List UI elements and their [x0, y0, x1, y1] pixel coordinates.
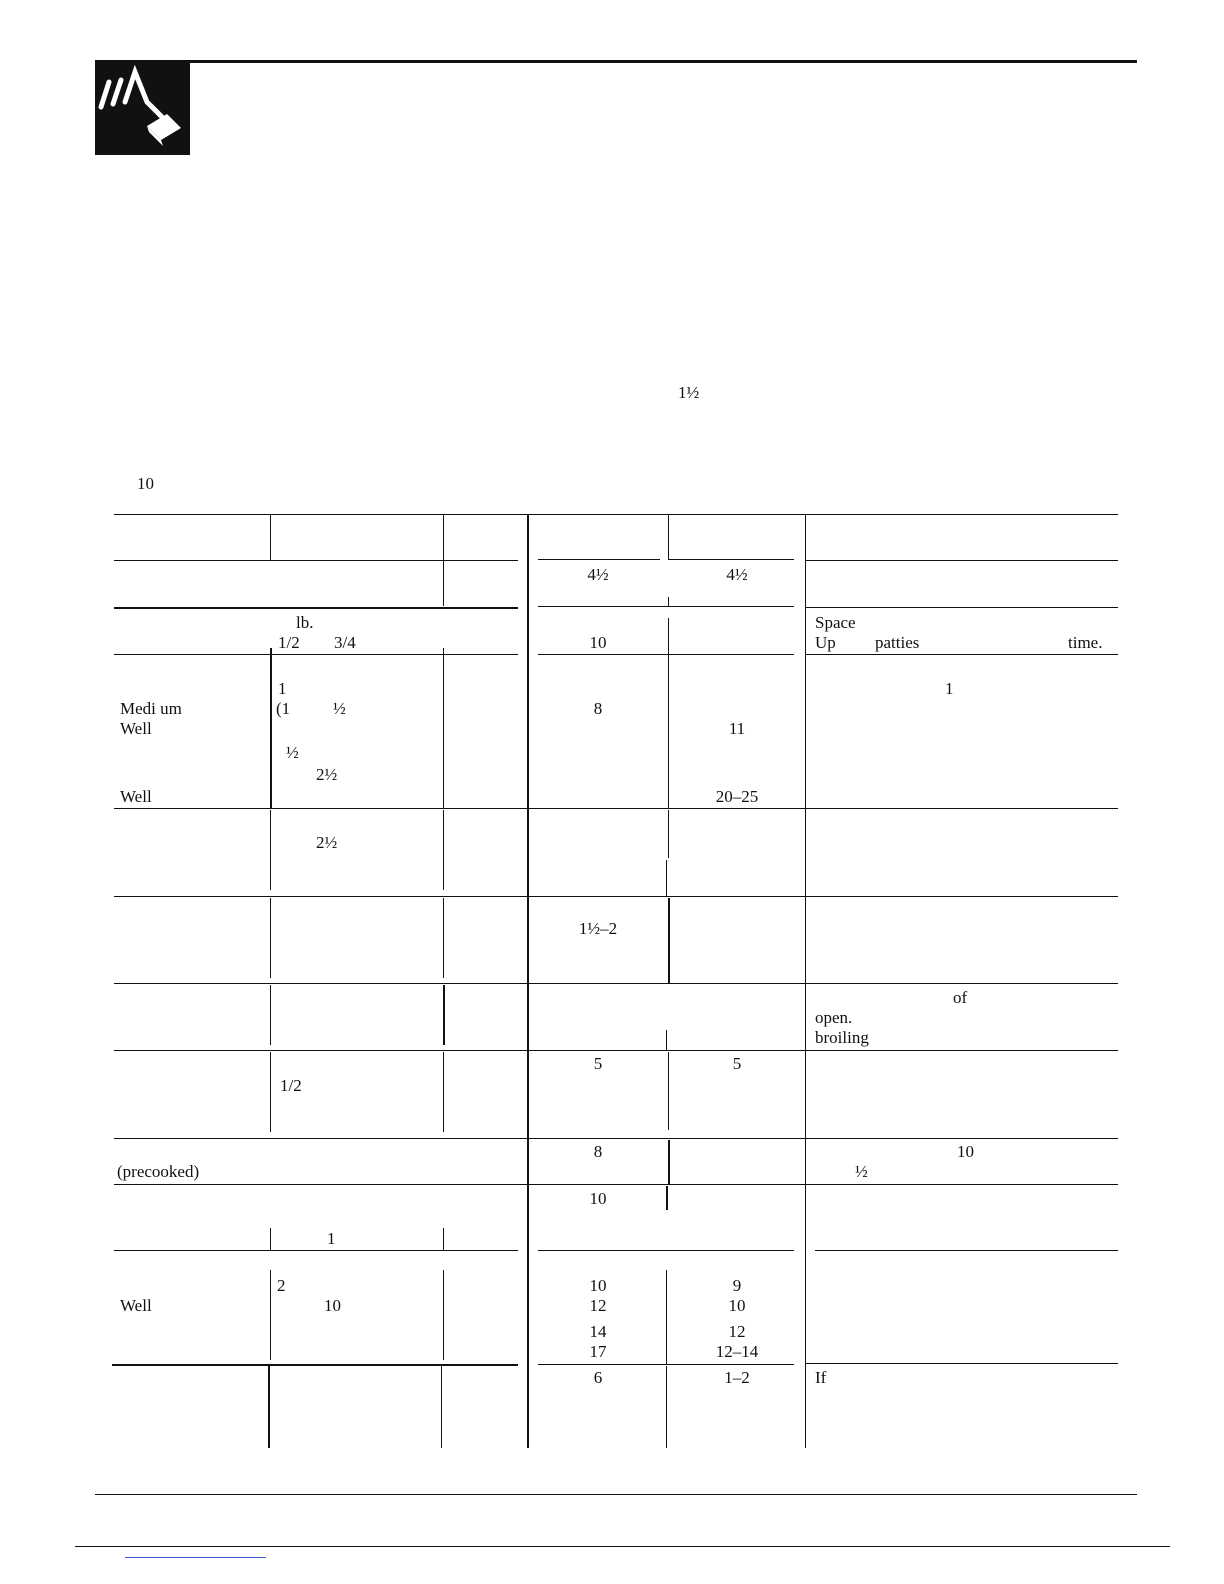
r4-c2: 2½	[316, 833, 338, 852]
intro-fraction: 1½	[678, 383, 700, 402]
r2-c2a: lb.	[296, 613, 314, 632]
footer-rule	[95, 1494, 1137, 1495]
r1-c4: 4½	[587, 565, 609, 584]
r2-c6b-1: Up	[815, 633, 836, 652]
r3-c2d: 2½	[316, 765, 338, 784]
r3-c5a: 11	[728, 719, 746, 738]
bottom-rule	[75, 1546, 1170, 1547]
r11-c6: If	[815, 1368, 827, 1387]
intro-lead-number: 10	[137, 474, 154, 493]
footer-link-underline[interactable]	[125, 1557, 266, 1558]
r2-c4: 10	[589, 633, 607, 652]
r10-c5-3: 12	[728, 1322, 746, 1341]
r2-c6b-2: patties	[875, 633, 920, 652]
r10-c2b: 10	[324, 1296, 341, 1315]
r10-c4-3: 14	[589, 1322, 607, 1341]
r8-c6b: ½	[855, 1162, 868, 1181]
r8-c4: 8	[593, 1142, 603, 1161]
r3-c4: 8	[593, 699, 603, 718]
r3-c1a: Medi um	[120, 699, 182, 718]
r10-c4-4: 17	[589, 1342, 607, 1361]
r8-c1: (precooked)	[117, 1162, 200, 1181]
r3-c5b: 20–25	[715, 787, 759, 806]
top-rule	[95, 60, 1137, 63]
r7-c2: 1/2	[280, 1076, 302, 1095]
r10-c1: Well	[120, 1296, 152, 1315]
r9-c4: 10	[589, 1189, 607, 1208]
r3-c2b-1: (1	[276, 699, 291, 718]
r10-c4-1: 10	[589, 1276, 607, 1295]
r5-c4: 1½–2	[578, 919, 618, 938]
r6-c6c: broiling	[815, 1028, 869, 1047]
r7-c5: 5	[732, 1054, 742, 1073]
r8-c6a: 10	[957, 1142, 974, 1161]
r1-c5: 4½	[726, 565, 748, 584]
r10-c5-2: 10	[728, 1296, 746, 1315]
r7-c4: 5	[593, 1054, 603, 1073]
r3-c1c: Well	[120, 787, 152, 806]
r2-c2b: 1/2	[278, 633, 300, 652]
r10-c4-2: 12	[589, 1296, 607, 1315]
r3-c1b: Well	[120, 719, 152, 738]
r3-c6: 1	[945, 679, 954, 698]
r6-c6b: open.	[815, 1008, 853, 1027]
r11-c5: 1–2	[724, 1368, 750, 1387]
hand-pressing-pad-icon	[95, 62, 190, 155]
r10-c5-4: 12–14	[715, 1342, 759, 1361]
r3-c2c: ½	[286, 743, 299, 762]
r11-c4: 6	[593, 1368, 603, 1387]
r3-c2b-2: ½	[333, 699, 346, 718]
r2-c6a: Space	[815, 613, 856, 632]
r9-c2: 1	[327, 1229, 336, 1248]
r3-c2a: 1	[278, 679, 287, 698]
r10-c2a: 2	[277, 1276, 286, 1295]
r6-c6a: of	[953, 988, 968, 1007]
r2-c2c: 3/4	[334, 633, 356, 652]
r10-c5-1: 9	[732, 1276, 742, 1295]
r2-c6b-3: time.	[1068, 633, 1103, 652]
